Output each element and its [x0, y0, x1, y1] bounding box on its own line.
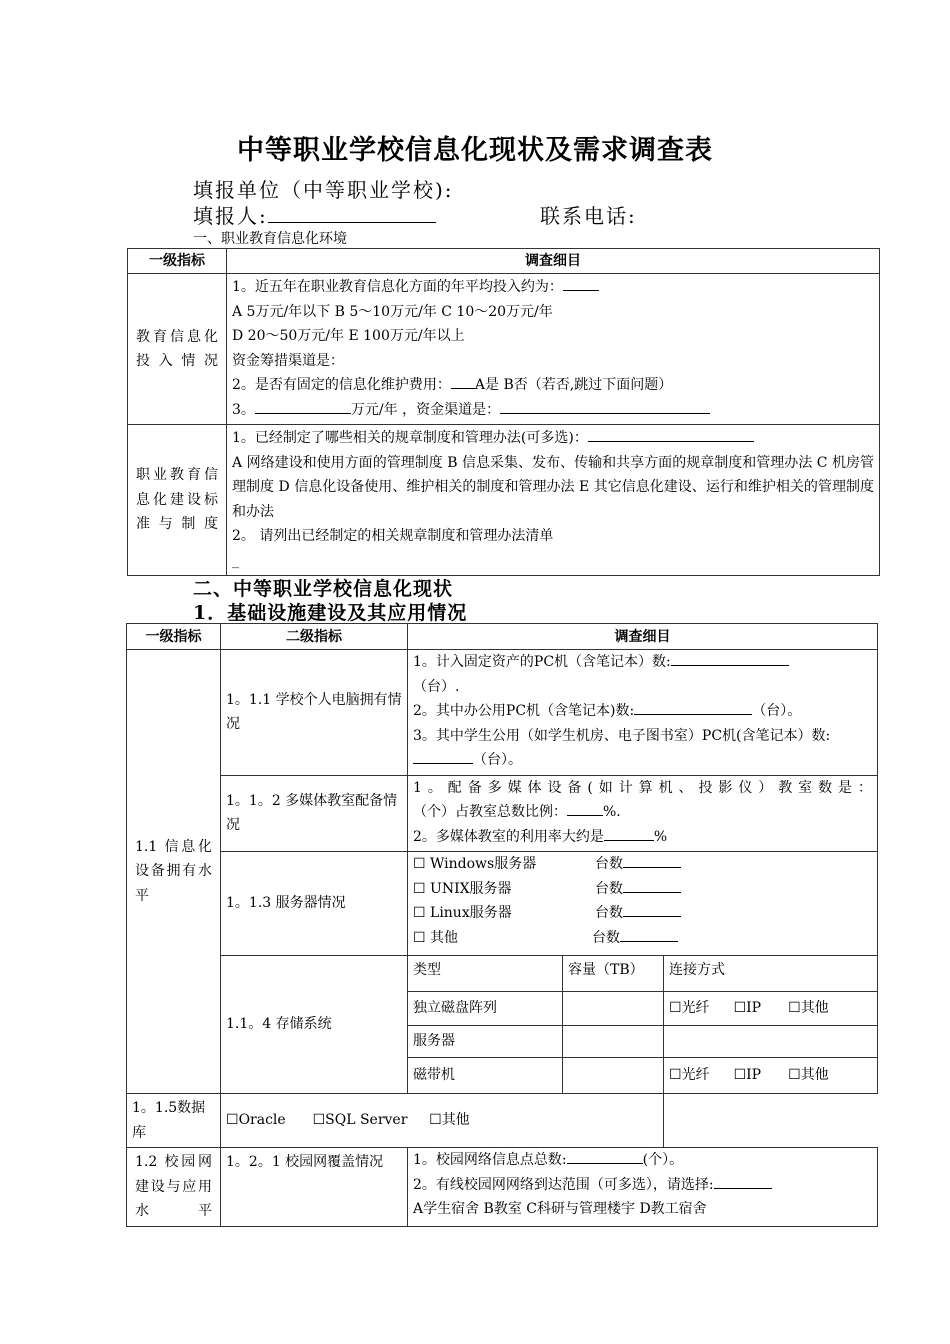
- checkbox-sqlserver[interactable]: ☐: [312, 1112, 326, 1129]
- storage-type-tape: 磁带机: [408, 1058, 563, 1094]
- group-label-campus-network: 1.2 校园网建设与应用水平: [127, 1148, 221, 1227]
- storage-head-type: 类型: [408, 956, 563, 992]
- linux-count-blank[interactable]: [623, 901, 681, 917]
- storage-type-server: 服务器: [408, 1026, 563, 1058]
- row-label-storage: 1.1。4 存储系统: [221, 956, 408, 1094]
- storage-capacity-server[interactable]: [563, 1026, 664, 1058]
- group-label-equipment: 1.1 信息化设备拥有水平: [127, 650, 221, 1094]
- checkbox-other[interactable]: ☐: [788, 1000, 801, 1017]
- row-label-pc: 1。1.1 学校个人电脑拥有情况: [221, 650, 408, 776]
- fill-person-blank[interactable]: [268, 204, 436, 223]
- row-label-standards: 职业教育信息化建设标准与制度: [128, 425, 227, 576]
- checkbox-ip[interactable]: ☐: [733, 1000, 747, 1017]
- servers-details: ☐ Windows服务器 台数 ☐ UNIX服务器 台数 ☐ Linux服务器 台数 ☐ 其他 台数: [408, 852, 878, 956]
- fill-person-label: 填报人:: [193, 204, 268, 228]
- storage-head-connection: 连接方式: [664, 956, 878, 992]
- checkbox-unix[interactable]: ☐: [413, 880, 426, 897]
- pc-details: 1。计入固定资产的PC机（含笔记本）数: （台）. 2。其中办公用PC机（含笔记本)数: （台）。 3。其中学生公用（如学生机房、电子图书室）PC机(含笔记本）数:（台）。: [408, 650, 878, 776]
- checkbox-other[interactable]: ☐: [788, 1067, 801, 1084]
- storage-head-capacity: 容量（TB）: [563, 956, 664, 992]
- checkbox-windows[interactable]: ☐: [413, 856, 426, 872]
- storage-type-disk-array: 独立磁盘阵列: [408, 992, 563, 1026]
- row-label-servers: 1。1.3 服务器情况: [221, 852, 408, 956]
- network-points-blank[interactable]: [567, 1148, 643, 1164]
- pc-student-blank[interactable]: [413, 748, 473, 764]
- section1-heading: 一、职业教育信息化环境: [193, 231, 347, 247]
- storage-capacity-disk-array[interactable]: [563, 992, 664, 1026]
- other-count-blank[interactable]: [620, 926, 678, 942]
- checkbox-fiber[interactable]: ☐: [669, 1067, 682, 1084]
- row-label-multimedia: 1。1。2 多媒体教室配备情况: [221, 775, 408, 852]
- fill-unit-label: 填报单位（中等职业学校):: [193, 178, 454, 202]
- storage-conn-tape: ☐光纤 ☐IP ☐其他: [664, 1058, 878, 1094]
- page-title: 中等职业学校信息化现状及需求调查表: [237, 135, 713, 166]
- checkbox-other-db[interactable]: ☐: [429, 1112, 442, 1129]
- row-label-investment: 教育信息化投入情况: [128, 274, 227, 425]
- row-label-coverage: 1。2。1 校园网覆盖情况: [221, 1148, 408, 1227]
- row-label-database: 1。1.5数据库: [127, 1094, 221, 1148]
- environment-table: [127, 248, 880, 576]
- multimedia-usage-blank[interactable]: [604, 825, 654, 841]
- regulations-blank[interactable]: [588, 426, 754, 442]
- network-range-blank[interactable]: [714, 1173, 772, 1189]
- col-header-details: 调查细目: [227, 249, 880, 274]
- coverage-details: 1。校园网络信息点总数: (个）。 2。有线校园网网络到达范围（可多选），请选择: A学生宿舍 B教室 C科研与管理楼宇 D教工宿舍: [408, 1148, 878, 1227]
- checkbox-linux[interactable]: ☐: [413, 905, 426, 921]
- investment-details: 1。近五年在职业教育信息化方面的年平均投入约为： A 5万元/年以下 B 5～10万元/年 C 10～20万元/年 D 20～50万元/年 E 100万元/年以上 资金筹措渠道是： 2。是否有固定的信息化维护费用： A是 B否（若否,跳过下面问题） 3。 万元/年 ，资金渠道是：: [227, 274, 880, 425]
- fill-phone-label: 联系电话:: [540, 204, 637, 228]
- funding-channel-blank[interactable]: [500, 398, 710, 414]
- investment-blank[interactable]: [563, 275, 599, 291]
- amount-blank[interactable]: [255, 398, 351, 414]
- standards-details: 1。已经制定了哪些相关的规章制度和管理办法(可多选)： A 网络建设和使用方面的管理制度 B 信息采集、发布、传输和共享方面的规章制度和管理办法 C 机房管理制度 D 信息化设备使用、维护相关的制度和管理办法 E 其它信息化建设、运行和维护相关的管理制度和办法 2。 请列出已经制定的相关规章制度和管理办法清单 _: [227, 425, 880, 576]
- col-header-level2: 二级指标: [221, 624, 408, 650]
- storage-conn-disk-array: ☐光纤 ☐IP ☐其他: [664, 992, 878, 1026]
- col-header-level1: 一级指标: [127, 624, 221, 650]
- fill-person-row: [193, 200, 436, 229]
- pc-total-blank[interactable]: [671, 650, 789, 666]
- multimedia-details: 1。配备多媒体设备(如计算机、投影仪）教室数是： （个）占教室总数比例： %. 2。多媒体教室的利用率大约是 %: [408, 775, 878, 852]
- storage-conn-server: [664, 1026, 878, 1058]
- checkbox-oracle[interactable]: ☐: [226, 1112, 239, 1129]
- windows-count-blank[interactable]: [623, 852, 681, 868]
- database-details: ☐Oracle ☐SQL Server ☐其他: [221, 1094, 664, 1148]
- pc-office-blank[interactable]: [634, 699, 752, 715]
- checkbox-ip[interactable]: ☐: [733, 1067, 747, 1084]
- section2-1-heading: 1．基础设施建设及其应用情况: [193, 602, 468, 624]
- section2-heading: 二、中等职业学校信息化现状: [193, 578, 454, 600]
- maintenance-blank[interactable]: [451, 373, 475, 389]
- unix-count-blank[interactable]: [623, 877, 681, 893]
- multimedia-ratio-blank[interactable]: [567, 800, 603, 816]
- storage-capacity-tape[interactable]: [563, 1058, 664, 1094]
- col-header-details: 调查细目: [408, 624, 878, 650]
- infrastructure-table: [126, 623, 878, 1227]
- checkbox-fiber[interactable]: ☐: [669, 1000, 682, 1017]
- checkbox-other-server[interactable]: ☐: [413, 929, 426, 946]
- col-header-level1: 一级指标: [128, 249, 227, 274]
